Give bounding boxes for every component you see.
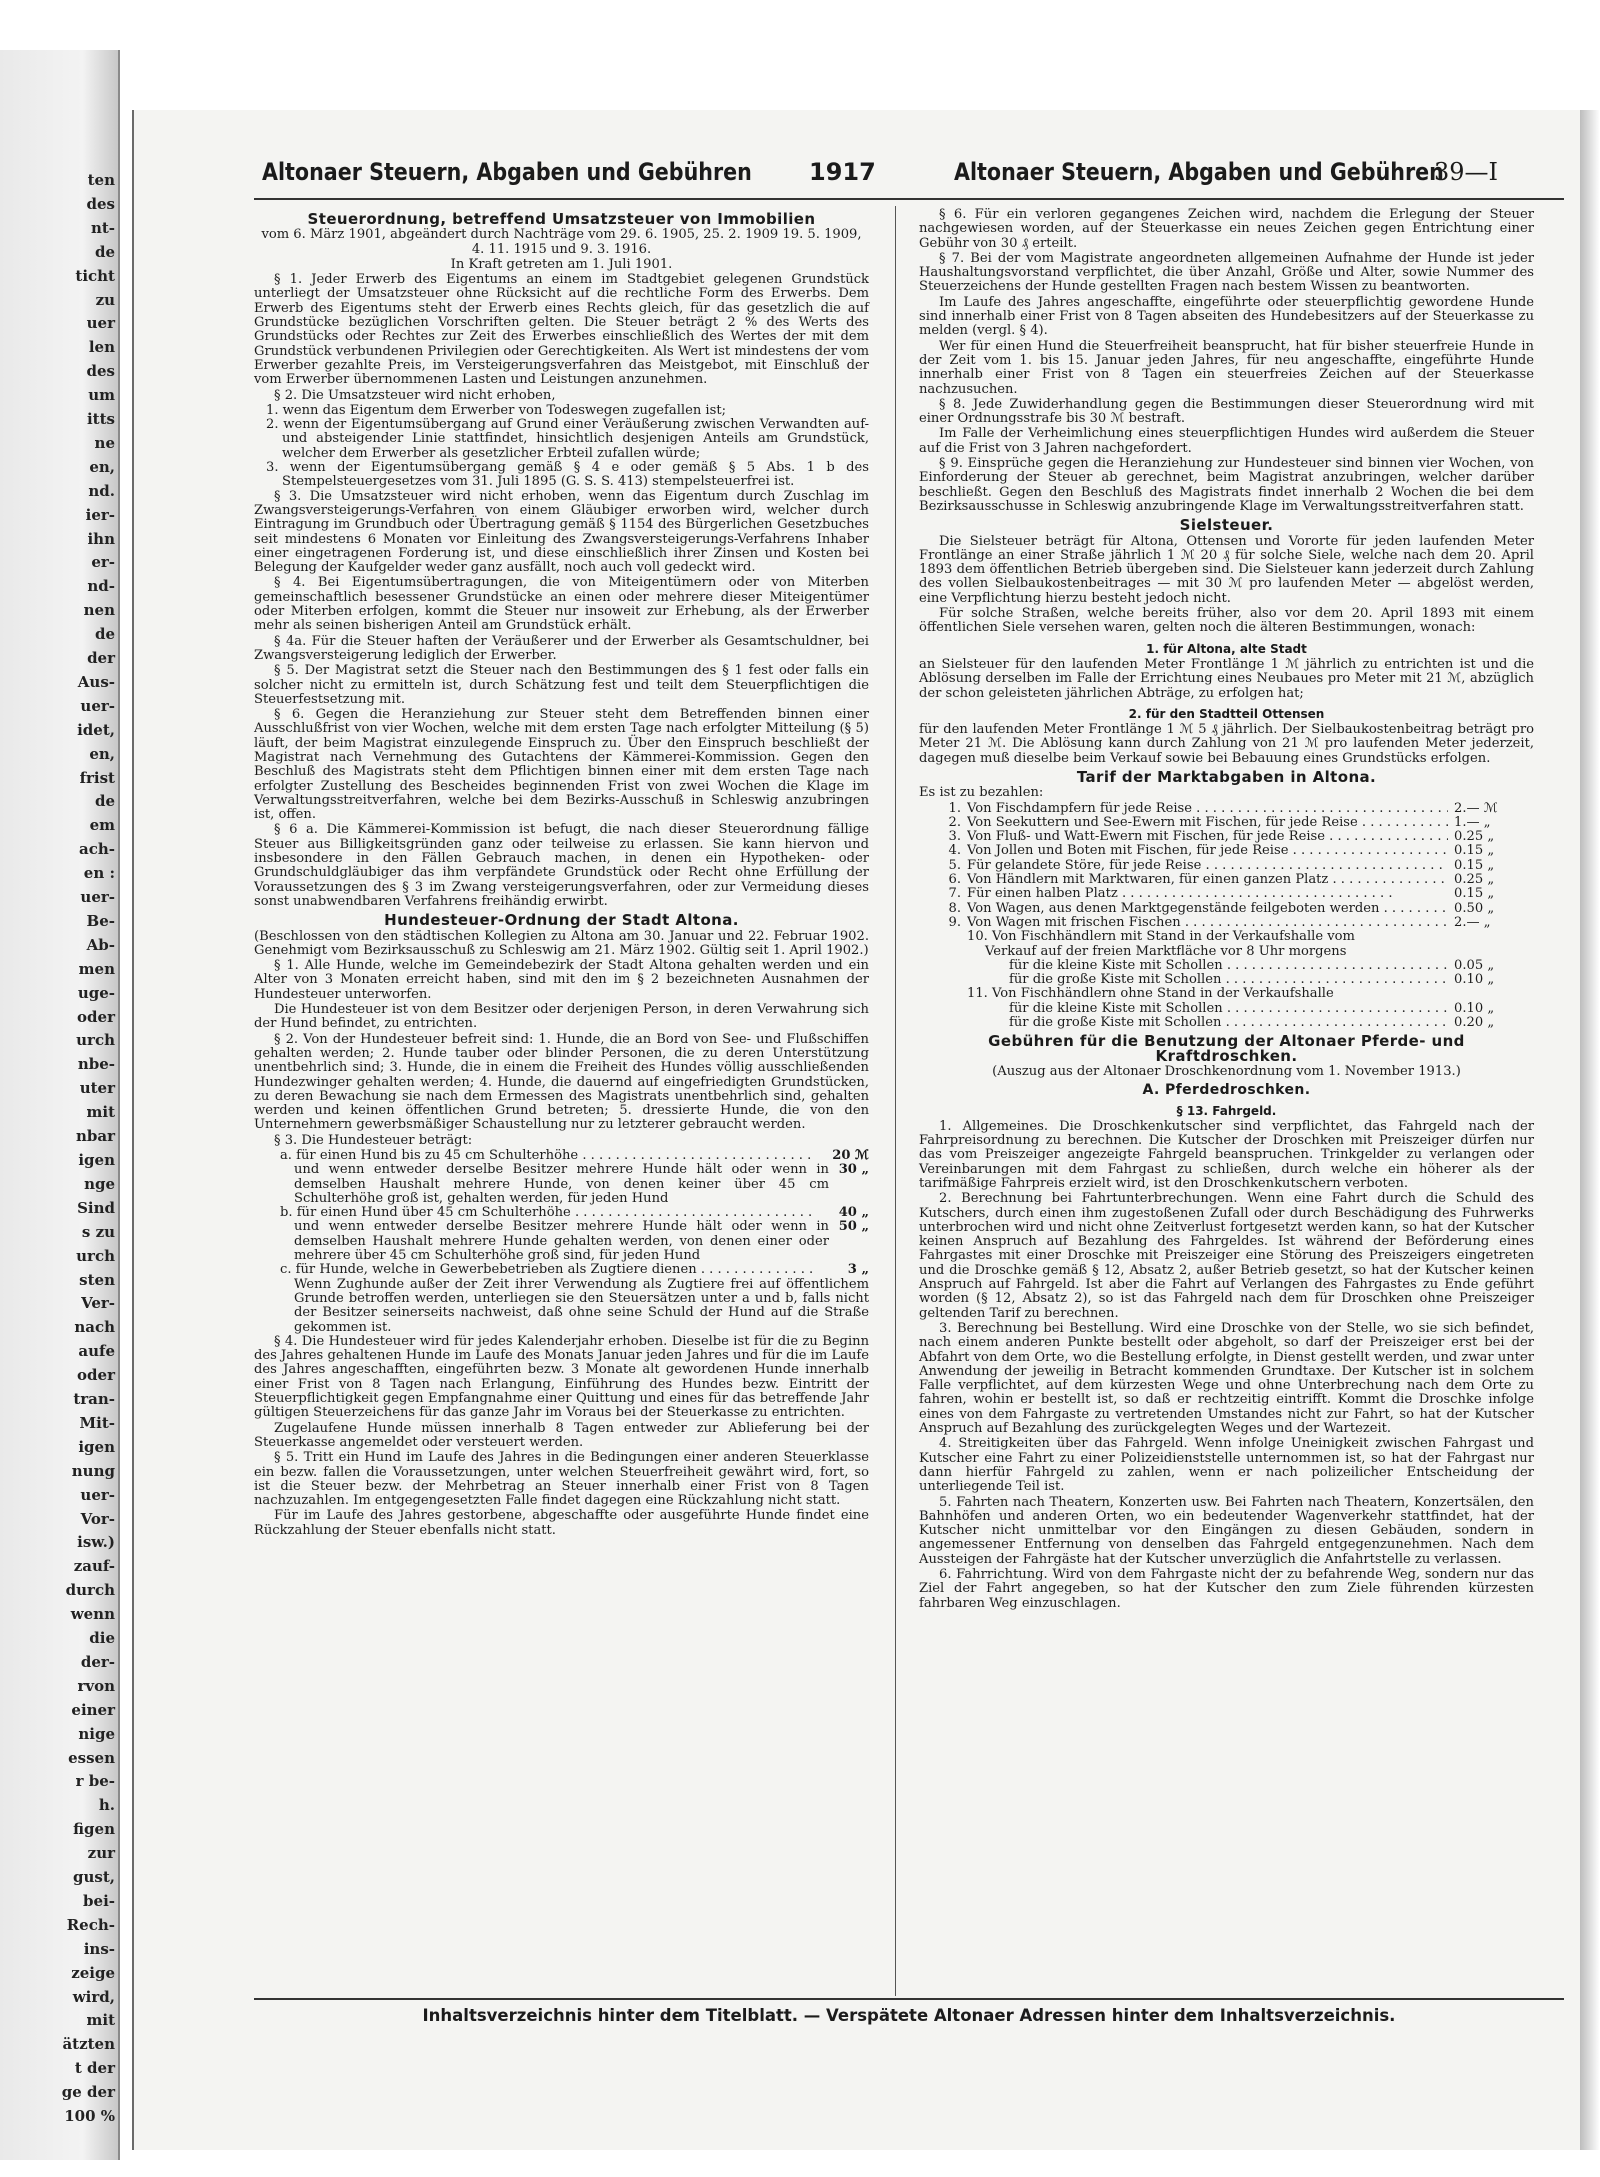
tariff-price: 0.20 „ <box>1454 1015 1495 1031</box>
adjacent-page-fragment: oder <box>77 1007 115 1026</box>
section-intro: (Auszug aus der Altonaer Droschkenordnung vom 1. November 1913.) <box>992 1063 1461 1079</box>
adjacent-page-fragment: rvon <box>77 1676 115 1695</box>
tariff-item <box>919 887 1534 901</box>
adjacent-page-fragment: Ver- <box>81 1294 115 1313</box>
footer-note: Inhaltsverzeichnis hinter dem Titelblatt. — Verspätete Altonaer Adressen hinter dem Inhaltsverzeichnis. <box>422 2006 1396 2025</box>
rate-amount: 30 „ <box>838 1162 869 1178</box>
adjacent-page-fragment: frist <box>79 768 115 787</box>
paragraph: § 6. Für ein verloren gegangenes Zeichen wird, nachdem die Erlegung der Steuer nachgewiesen worden, auf der Steuerkasse ein neues Zeichen gegen Entrichtung einer Gebühr von 30 ₰ erteilt. <box>919 207 1534 251</box>
header-rule <box>254 198 1564 200</box>
paragraph: § 4. Die Hundesteuer wird für jedes Kalenderjahr erhoben. Dieselbe ist für die zu Beginn des Jahres gehaltenen Hunde im Laufe des Monats Januar jeden Jahres und für die im Laufe des Jahres angeschafften, eingeführten bezw. 3 Monate alt gewordenen Hunde innerhalb einer Frist von 8 Tagen nach Erlangung, Einführung des Hundes bezw. Eintritt der Steuerpflichtigkeit gegen Empfangnahme einer Quittung und eines für das betreffende Jahr gültigen Steuerzeichens für das ganze Jahr im Voraus bei der Steuerkasse zu entrichten. <box>254 1333 869 1421</box>
rate-amount: 20 ℳ <box>832 1148 869 1163</box>
tariff-price: 2.— ℳ <box>1454 800 1498 816</box>
rate-note: Wenn Zughunde außer der Zeit ihrer Verwendung als Zugtiere frei auf öffentlichem Grunde betroffen werden, unterliegen sie den Steuersätzen unter a und b, falls nicht der Besitzer seinerseits nachweist, daß ohne seine Schuld der Hund auf die Straße gekommen ist. <box>294 1276 869 1335</box>
tariff-list <box>919 802 1534 931</box>
adjacent-page-fragment: Vor- <box>80 1509 115 1528</box>
adjacent-page-fragment: aufe <box>78 1342 115 1361</box>
tariff-intro: Es ist zu bezahlen: <box>919 785 1044 801</box>
adjacent-page-fragment: ihn <box>87 529 115 548</box>
tariff-label: Von Wagen, aus denen Marktgegenstände feilgeboten werden . . . <box>967 902 1448 916</box>
rate-row <box>280 1206 869 1220</box>
tariff-sub-item <box>919 1016 1534 1030</box>
adjacent-page-fragment: de <box>94 625 115 644</box>
rate-row <box>280 1163 869 1206</box>
subsection-title: 2. für den Stadtteil Ottensen <box>1128 706 1325 721</box>
adjacent-page-fragment: nbar <box>75 1127 115 1146</box>
tariff-number: 1. <box>948 800 961 816</box>
adjacent-page-fragment: uer- <box>80 888 115 907</box>
adjacent-page-fragment: der <box>87 649 115 668</box>
tariff-price: 2.— „ <box>1454 914 1491 930</box>
adjacent-page-fragment: zeige <box>71 1963 115 1982</box>
adjacent-page-fragment: nung <box>71 1461 115 1480</box>
list-item: 1. wenn das Eigentum dem Erwerber von Todeswegen zugefallen ist; <box>266 402 727 418</box>
tariff-number: 9. <box>948 914 961 930</box>
adjacent-page-fragment: ins- <box>83 1939 115 1958</box>
adjacent-page-fragment: urch <box>76 1246 115 1265</box>
adjacent-page-fragment: Rech- <box>66 1915 115 1934</box>
paragraph: Die Hundesteuer ist von dem Besitzer oder derjenigen Person, in deren Verwahrung sich der Hund befindet, zu entrichten. <box>254 1002 869 1032</box>
section-title-marktabgaben: Tarif der Marktabgaben in Altona. <box>1076 767 1377 786</box>
tariff-price: 0.15 „ <box>1454 843 1495 859</box>
tariff-label: für die kleine Kiste mit Schollen . . . <box>1009 959 1448 973</box>
adjacent-page-fragment: essen <box>68 1748 115 1767</box>
tariff-item: Verkauf auf der freien Marktfläche vor 8 Uhr morgens <box>985 943 1347 959</box>
adjacent-page-fragment: durch <box>65 1581 115 1600</box>
tariff-sub-item <box>919 959 1534 973</box>
subsection-title: 1. für Altona, alte Stadt <box>1146 641 1307 656</box>
adjacent-page-fragment: wird, <box>72 1987 115 2006</box>
adjacent-page-fragment: gust, <box>73 1868 115 1887</box>
section-intro: (Beschlossen von den städtischen Kollegien zu Altona am 30. Januar und 22. Februar 1902. Genehmigt vom Bezirksausschuß zu Schleswig am 21. März 1902. Gültig seit 1. April 1902.) <box>254 928 869 958</box>
tariff-item <box>919 873 1534 887</box>
section-intro: In Kraft getreten am 1. Juli 1901. <box>450 256 673 272</box>
tariff-label: Von Seekuttern und See-Ewern mit Fischen, für jede Reise . . . <box>967 816 1448 830</box>
tariff-label: Von Fluß- und Watt-Ewern mit Fischen, für jede Reise . . . <box>967 830 1448 844</box>
document-page <box>132 110 1582 2150</box>
adjacent-page-fragment: mit <box>86 2011 115 2030</box>
adjacent-page-fragment: einer <box>71 1700 115 1719</box>
tariff-number: 8. <box>948 900 961 916</box>
adjacent-page-fragment: r be- <box>75 1772 115 1791</box>
adjacent-page-fragment: igen <box>78 1151 115 1169</box>
tariff-price: 0.50 „ <box>1454 900 1495 916</box>
adjacent-page-strip <box>0 50 120 2160</box>
adjacent-page-fragment: men <box>78 959 115 978</box>
adjacent-page-fragment: em <box>89 816 115 835</box>
tariff-item <box>919 916 1534 930</box>
adjacent-page-fragment: des <box>86 194 115 213</box>
paragraph: § 8. Jede Zuwiderhandlung gegen die Bestimmungen dieser Steuerordnung wird mit einer Ordnungsstrafe bis 30 ℳ bestraft. <box>919 396 1534 427</box>
adjacent-page-fragment: zu <box>95 290 115 309</box>
paragraph: § 9. Einsprüche gegen die Heranziehung zur Hundesteuer sind binnen vier Wochen, von Einforderung der Steuer ab gerechnet, beim Magistrat anzubringen, welcher darüber beschließt. Gegen den Beschluß des Magistrats findet innerhalb 2 Wochen die bei dem Bezirksausschusse in Schleswig anzubringende Klage im Verwaltungsstreitverfahren statt. <box>919 456 1534 514</box>
tariff-label: Von Jollen und Boten mit Fischen, für jede Reise . . . <box>967 844 1448 858</box>
adjacent-page-fragment: s zu <box>81 1222 115 1241</box>
tariff-label: Von Fischdampfern für jede Reise . . . <box>967 802 1448 816</box>
adjacent-page-fragment: sten <box>79 1270 115 1289</box>
tariff-label: Von Händlern mit Marktwaren, für einen ganzen Platz . . . <box>967 873 1448 887</box>
rate-label: a. für einen Hund bis zu 45 cm Schulterhöhe . . . <box>280 1149 813 1163</box>
adjacent-page-fragment: ge der <box>61 2083 115 2102</box>
adjacent-page-fragment: zur <box>87 1844 115 1863</box>
adjacent-page-fragment: ier- <box>85 505 115 524</box>
paragraph: 4. Streitigkeiten über das Fahrgeld. Wenn infolge Uneinigkeit zwischen Fahrgast und Kutscher eine Fahrt zu einer Polizeidienststelle unternommen ist, so hat der Fahrgast nur dann hierfür Fahrgeld zu zahlen, wenn er nach polizeilicher Entscheidung der unterliegende Teil ist. <box>919 1436 1534 1495</box>
list-item: 3. wenn der Eigentumsübergang gemäß § 4 e oder gemäß § 5 Abs. 1 b des Stempelsteuergesetzes vom 31. Juli 1895 (G. S. S. 413) stempelsteuerfrei ist. <box>266 460 869 490</box>
tariff-number: 2. <box>948 814 961 830</box>
adjacent-page-fragment: er- <box>91 553 115 572</box>
adjacent-page-fragment: Sind <box>77 1198 115 1217</box>
section-title-sielsteuer: Sielsteuer. <box>1179 516 1274 535</box>
rate-label: c. für Hunde, welche in Gewerbebetrieben als Zugtiere dienen . . . <box>280 1263 813 1277</box>
paragraph: Die Sielsteuer beträgt für Altona, Ottensen und Vororte für jeden laufenden Meter Frontlänge an einer Straße jährlich 1 ℳ 20 ₰ für solche Siele, welche nach dem 20. April 1893 dem öffentlichen Betrieb übergeben sind. Die Sielsteuer kann jederzeit durch Zahlung des vollen Sielbaukostenbeitrages — mit 30 ℳ pro laufenden Meter — abgelöst werden, eine Verpflichtung hierzu besteht jedoch nicht. <box>919 533 1534 606</box>
paragraph: § 7. Bei der vom Magistrate angeordneten allgemeinen Aufnahme der Hunde ist jeder Haushaltungsvorstand verpflichtet, die über Anzahl, Größe und Alter, sowie Nummer des Steuerzeichens der Hunde gestellten Fragen nach bestem Wissen zu beantworten. <box>919 250 1534 295</box>
paragraph: § 5. Tritt ein Hund im Laufe des Jahres in die Bedingungen einer anderen Steuerklasse ein bezw. fallen die Voraussetzungen, unter welchen Steuerfreiheit gewährt wird, fort, so ist die Steuer bezw. der Mehrbetrag an Steuer innerhalb einer Frist von 8 Tagen nachzuzahlen. Im entgegengesetzten Falle findet dagegen eine Rückzahlung nicht statt. <box>254 1450 869 1509</box>
adjacent-page-fragment: de <box>94 242 115 261</box>
adjacent-page-fragment: oder <box>77 1366 115 1385</box>
paragraph: § 1. Jeder Erwerb des Eigentums an einem im Stadtgebiet gelegenen Grundstück unterliegt der Umsatzsteuer ohne Rücksicht auf die rechtliche Form des Erwerbs. Dem Erwerb des Eigentums steht der Erwerb eines Rechts gleich, für das gesetzlich die auf Grundstücke bezüglichen Vorschriften gelten. Die Steuer beträgt 2 % des Werts des Grundstücks oder Rechtes zur Zeit des Erwerbes einschließlich des Wertes der mit dem Grundstück verbundenen Privilegien oder Gerechtigkeiten. Als Wert ist mindestens der vom Erwerber gezahlte Preis, im Versteigerungsverfahren das Meistgebot, mit Einschluß der vom Erwerber übernommenen Lasten und Leistungen anzunehmen. <box>254 272 869 388</box>
section-title-droschken: Gebühren für die Benutzung der Altonaer Pferde- und Kraftdroschken. <box>988 1032 1465 1065</box>
adjacent-page-fragment: nt- <box>90 218 115 237</box>
tariff-sub-item <box>919 1002 1534 1016</box>
adjacent-page-fragment: ten <box>87 171 115 189</box>
running-head-left: Altonaer Steuern, Abgaben und Gebühren <box>262 158 752 186</box>
adjacent-page-fragment: bei- <box>83 1891 115 1910</box>
adjacent-page-fragment: Mit- <box>79 1413 115 1432</box>
paragraph: § 5. Der Magistrat setzt die Steuer nach den Bestimmungen des § 1 fest oder falls ein solcher nicht zu ermitteln ist, durch Schätzung fest und teilt dem Steuerpflichtigen die Steuerfestsetzung mit. <box>254 663 869 707</box>
paragraph: Im Laufe des Jahres angeschaffte, eingeführte oder steuerpflichtig gewordene Hunde sind innerhalb einer Frist von 8 Tagen abseiten des Hundebesitzers auf der Steuerkasse zu melden (vergl. § 4). <box>919 294 1534 339</box>
adjacent-page-fragment: de <box>94 792 115 811</box>
section-title-umsatzsteuer: Steuerordnung, betreffend Umsatzsteuer von Immobilien <box>307 210 816 228</box>
adjacent-page-fragment: figen <box>73 1820 115 1839</box>
rate-amount: 40 „ <box>838 1205 869 1221</box>
paragraph: Wer für einen Hund die Steuerfreiheit beansprucht, hat für bisher steuerfreie Hunde in der Zeit vom 1. bis 15. Januar jeden Jahres, für neu angeschaffte, eingeführte Hunde innerhalb einer Frist von 8 Tagen ein steuerfreies Zeichen auf der Steuerkasse nachzusuchen. <box>919 338 1534 397</box>
adjacent-page-fragment: um <box>88 386 115 405</box>
paragraph: 1. Allgemeines. Die Droschkenkutscher sind verpflichtet, das Fahrgeld nach der Fahrpreisordnung zu berechnen. Die Kutscher der Droschken mit Preiszeiger dürfen nur das vom Preiszeiger angezeigte Fahrgeld beanspruchen. Trinkgelder zu verlangen oder Vereinbarungen mit dem Fahrgast zu schließen, durch welche ein höherer als der tarifmäßige Fahrpreis erzielt wird, ist den Droschkenkutschern verboten. <box>919 1118 1534 1191</box>
dog-tax-rates <box>254 1149 869 1335</box>
adjacent-page-fragment: isw.) <box>77 1533 115 1552</box>
paragraph: Im Falle der Verheimlichung eines steuerpflichtigen Hundes wird außerdem die Steuer auf die Frist von 3 Jahren nachgefordert. <box>919 426 1534 456</box>
adjacent-page-fragment: uter <box>79 1079 115 1098</box>
adjacent-page-fragment: ticht <box>75 266 115 285</box>
rate-amount: 50 „ <box>838 1219 869 1235</box>
tariff-price: 0.10 „ <box>1454 1000 1495 1016</box>
tariff-label: für die große Kiste mit Schollen . . . <box>1009 973 1448 987</box>
adjacent-page-fragment: en, <box>89 744 115 763</box>
tariff-item <box>919 844 1534 858</box>
paragraph: 2. Berechnung bei Fahrtunterbrechungen. Wenn eine Fahrt durch die Schuld des Kutschers, durch einen ihm zugestoßenen Zufall oder durch Beschädigung des Fuhrwerks unterbrochen wird und nicht ohne Zeitverlust fortgesetzt werden kann, so hat der Kutscher keinen Anspruch auf Bezahlung des Fahrgeldes. Ist während der Beförderung eines Fahrgastes mit einer Droschke mit Preiszeiger eine Störung des Preiszeigers eingetreten und die Droschke gemäß § 12, Absatz 2, außer Betrieb gesetzt, so hat der Kutscher keinen Anspruch auf Fahrgeld. Ist aber die Fahrt auf Verlangen des Fahrgastes zu Ende geführt worden (§ 12, Absatz 2), so ist das Fahrgeld nach dem für Droschken ohne Preiszeiger geltenden Tarif zu berechnen. <box>919 1191 1534 1321</box>
column-separator <box>895 206 896 1996</box>
adjacent-page-fragment: idet, <box>77 720 115 739</box>
tariff-number: 7. <box>948 886 961 902</box>
adjacent-page-fragment: igen <box>78 1437 115 1456</box>
tariff-price: 0.25 „ <box>1454 829 1495 845</box>
adjacent-page-fragment: Be- <box>86 911 115 930</box>
adjacent-page-fragment: en : <box>83 864 115 883</box>
adjacent-page-fragment: t der <box>74 2059 115 2078</box>
adjacent-page-fragment: len <box>88 338 115 357</box>
page-number: 39—I <box>1434 158 1499 186</box>
adjacent-page-fragment: nge <box>84 1174 115 1193</box>
adjacent-page-fragment: ach- <box>79 840 115 859</box>
adjacent-page-fragment: der- <box>80 1652 115 1671</box>
section-intro: vom 6. März 1901, abgeändert durch Nachträge vom 29. 6. 1905, 25. 2. 1909 19. 5. 1909, 4. 11. 1915 und 9. 3. 1916. <box>261 227 862 257</box>
tariff-number: 4. <box>948 843 961 859</box>
rate-amount: 3 „ <box>847 1262 869 1278</box>
left-column <box>254 208 869 1539</box>
tariff-label: für die kleine Kiste mit Schollen . . . <box>1009 1002 1448 1016</box>
tariff-item: 10. Von Fischhändlern mit Stand in der Verkaufshalle vom <box>967 929 1355 945</box>
adjacent-page-fragment: nen <box>83 601 115 620</box>
paragraph: § 3. Die Umsatzsteuer wird nicht erhoben, wenn das Eigentum durch Zuschlag im Zwangsversteigerungs-Verfahren von einem Gläubiger erworben wird, welcher durch Eintragung im Grundbuch oder Übertragung gemäß § 1154 des Bürgerlichen Gesetzbuches seit mindestens 6 Monaten vor Einleitung des Zwangsversteigerungs-Verfahrens Inhaber einer eingetragenen Forderung ist, und diese einschließlich ihrer Zinsen und Kosten bei Belegung der Kaufgelder weder ganz ausfällt, noch auch voll gedeckt wird. <box>254 488 869 576</box>
adjacent-page-fragment: nige <box>78 1724 115 1743</box>
footer-rule <box>254 1998 1564 2000</box>
tariff-label: für die große Kiste mit Schollen . . . <box>1009 1016 1448 1030</box>
adjacent-page-fragment: nbe- <box>77 1055 115 1074</box>
adjacent-page-fragment: uer <box>86 314 115 333</box>
rate-label: und wenn entweder derselbe Besitzer mehrere Hunde hält oder wenn in demselben Haushalt mehrere Hunde, von denen keiner über 45 cm Schulterhöhe groß ist, gehalten werden, für jeden Hund <box>294 1162 829 1206</box>
paragraph: 5. Fahrten nach Theatern, Konzerten usw. Bei Fahrten nach Theatern, Konzertsälen, den Bahnhöfen und anderen Orten, wo ein bedeutender Wagenverkehr stattfindet, hat der Kutscher nicht unmittelbar vor den Eingängen zu diesen Gebäuden, sondern in angemessener Entfernung von denselben das Fahrgeld entgegenzunehmen. Nach dem Aussteigen der Fahrgäste hat der Kutscher unverzüglich die Anfahrtstelle zu verlassen. <box>919 1494 1534 1567</box>
paragraph: 6. Fahrrichtung. Wird von dem Fahrgaste nicht der zu befahrende Weg, sondern nur das Ziel der Fahrt angegeben, so hat der Kutscher den zum Ziele führenden kürzesten fahrbaren Weg einzuschlagen. <box>919 1567 1534 1611</box>
tariff-label: Für einen halben Platz . . . <box>967 887 1448 901</box>
rate-row <box>280 1263 869 1277</box>
paragraph: Für solche Straßen, welche bereits früher, also vor dem 20. April 1893 mit einem öffentlichen Siele versehen waren, gelten noch die älteren Bestimmungen, wonach: <box>919 606 1534 636</box>
adjacent-page-fragment: Ab- <box>86 935 115 954</box>
paragraph: § 3. Die Hundesteuer beträgt: <box>274 1132 473 1148</box>
adjacent-page-fragment: ätzten <box>62 2035 115 2054</box>
adjacent-page-fragment: des <box>86 362 115 381</box>
paragraph: § 2. Von der Hundesteuer befreit sind: 1. Hunde, die an Bord von See- und Flußschiffen gehalten werden; 2. Hunde tauber oder blinder Personen, die zu deren Unterstützung unentbehrlich sind; 3. Hunde, die in einem die Freiheit des Hundes völlig ausschließenden Hundezwinger gehalten werden; 4. Hunde, die dauernd auf eingefriedigten Grundstücken, zu deren Bewachung sie nach dem Ermessen des Magistrats unentbehrlich sind, gehalten werden und keinen öffentlichen Grund betreten; 5. dressierte Hunde, die von den Unternehmern gewerbsmäßiger Schaustellung nur zu letzterer gebraucht werden. <box>254 1031 869 1133</box>
tariff-price: 0.15 „ <box>1454 857 1495 873</box>
tariff-number: 5. <box>948 857 961 873</box>
list-item: 2. wenn der Eigentumsübergang auf Grund einer Veräußerung zwischen Verwandten auf- und absteigender Linie stattfindet, hinsichtlich desjenigen Anteils am Grundstück, welcher dem Erwerber als gesetzlicher Erbteil zufallen würde; <box>266 417 869 461</box>
adjacent-page-fragment: 100 % <box>64 2107 115 2126</box>
adjacent-page-fragment: tran- <box>73 1390 115 1409</box>
rate-row <box>280 1220 869 1263</box>
adjacent-page-fragment: wenn <box>70 1605 115 1624</box>
adjacent-page-fragment: die <box>89 1629 115 1648</box>
tariff-price: 0.15 „ <box>1454 886 1495 902</box>
running-head-right: Altonaer Steuern, Abgaben und Gebühren <box>954 158 1444 186</box>
right-column <box>919 208 1534 1612</box>
running-head <box>254 158 1564 188</box>
tariff-number: 3. <box>948 829 961 845</box>
adjacent-page-fragment: nach <box>74 1318 115 1337</box>
adjacent-page-fragment: nd. <box>88 481 115 500</box>
adjacent-page-fragment: en, <box>89 457 115 476</box>
adjacent-page-fragment: zauf- <box>73 1557 115 1576</box>
adjacent-page-fragment: uer- <box>80 696 115 715</box>
tariff-price: 1.— „ <box>1454 814 1491 830</box>
subsection-title: A. Pferdedroschken. <box>1142 1082 1311 1099</box>
tariff-number: 6. <box>948 872 961 888</box>
adjacent-page-fragment: urch <box>76 1031 115 1050</box>
exemption-list <box>254 404 869 490</box>
paragraph: § 6. Gegen die Heranziehung zur Steuer steht dem Betreffenden binnen einer Ausschlußfrist von vier Wochen, welche mit dem ersten Tage nach erfolgter Mitteilung (§ 5) läuft, der beim Magistrat einzulegende Einspruch zu. Über den Einspruch beschließt der Magistrat nach Vernehmung des Gutachtens der Kämmerei-Kommission. Gegen den Beschluß des Magistrats steht dem Pflichtigen binnen einer mit dem ersten Tage nach erfolgter Zustellung des Bescheides beginnenden Frist von zwei Wochen die Klage im Verwaltungsstreitverfahren, welche bei dem Bezirks-Ausschuß in Schleswig anzubringen ist, offen. <box>254 707 869 823</box>
paragraph: § 2. Die Umsatzsteuer wird nicht erhoben, <box>274 387 556 403</box>
paragraph: § 6 a. Die Kämmerei-Kommission ist befugt, die nach dieser Steuerordnung fällige Steuer aus Billigkeitsgründen ganz oder teilweise zu erlassen. Sie kann hiervon und insbesondere in den Fällen Gebrauch machen, in denen ein Hypotheken- oder Grundschuldgläubiger das ihm verpfändete Grundstück oder Recht ohne Erfüllung der Voraussetzungen des § 3 im Zwang versteigerungsverfahren, oder zur Vermeidung dieses sonst unabwendbaren Verfahrens freihändig erwirbt. <box>254 822 869 909</box>
paragraph: § 1. Alle Hunde, welche im Gemeindebezirk der Stadt Altona gehalten werden und ein Alter von 3 Monaten erreicht haben, sind mit den im § 2 bezeichneten Ausnahmen der Hundesteuer unterworfen. <box>254 958 869 1002</box>
tariff-item <box>919 859 1534 873</box>
adjacent-page-fragment: nd- <box>87 577 115 596</box>
paragraph-heading: § 13. Fahrgeld. <box>1176 1103 1277 1118</box>
tariff-sub-list <box>919 959 1534 988</box>
tariff-price: 0.05 „ <box>1454 957 1495 973</box>
section-title-hundesteuer: Hundesteuer-Ordnung der Stadt Altona. <box>384 911 739 930</box>
paragraph: für den laufenden Meter Frontlänge 1 ℳ 5 ₰ jährlich. Der Sielbaukostenbeitrag beträgt pro Meter 21 ℳ. Die Ablösung kann durch Zahlung von 21 ℳ pro laufenden Meter jederzeit, dagegen muß dieselbe beim Verkauf sowie bei Bebauung eines Grundstücks erfolgen. <box>919 722 1534 766</box>
paragraph: Für im Laufe des Jahres gestorbene, abgeschaffte oder ausgeführte Hunde findet eine Rückzahlung der Steuer ebenfalls nicht statt. <box>254 1508 869 1538</box>
adjacent-page-fragment: h. <box>98 1796 115 1815</box>
rate-row <box>280 1149 869 1163</box>
running-head-year: 1917 <box>809 158 876 186</box>
adjacent-page-fragment: uer- <box>80 1485 115 1504</box>
tariff-label: Von Wagen mit frischen Fischen . . . <box>967 916 1448 930</box>
adjacent-page-fragment: uge- <box>77 983 115 1002</box>
tariff-item <box>919 830 1534 844</box>
tariff-price: 0.25 „ <box>1454 872 1495 888</box>
tariff-label: Für gelandete Störe, für jede Reise . . . <box>967 859 1448 873</box>
adjacent-page-fragment: itts <box>86 410 115 429</box>
tariff-item <box>919 902 1534 916</box>
paragraph: Zugelaufene Hunde müssen innerhalb 8 Tagen entweder zur Ablieferung bei der Steuerkasse angemeldet oder versteuert werden. <box>254 1420 869 1450</box>
scan-edge <box>1580 110 1600 2150</box>
tariff-sub-list <box>919 1002 1534 1031</box>
adjacent-page-fragment: mit <box>86 1103 115 1122</box>
adjacent-page-fragment: ne <box>94 433 115 452</box>
tariff-item: 11. Von Fischhändlern ohne Stand in der Verkaufshalle <box>967 986 1334 1002</box>
adjacent-page-fragment: Aus- <box>77 672 115 691</box>
rate-label: und wenn entweder derselbe Besitzer mehrere Hunde hält oder wenn in demselben Haushalt mehrere Hunde gehalten werden, von denen einer oder mehrere über 45 cm Schulterhöhe groß sind, für jeden Hund <box>294 1219 829 1264</box>
paragraph: § 4. Bei Eigentumsübertragungen, die von Miteigentümern oder von Miterben gemeinschaftlich besessener Grundstücke an einen oder mehrere dieser Miteigentümer oder Miterben erfolgen, kommt die Steuer nur insoweit zur Erhebung, als der Erwerber mehr als seinen bisherigen Anteil am Grundstück erhält. <box>254 575 869 634</box>
tariff-price: 0.10 „ <box>1454 972 1495 988</box>
tariff-sub-item <box>919 973 1534 987</box>
paragraph: § 4a. Für die Steuer haften der Veräußerer und der Erwerber als Gesamtschuldner, bei Zwangsversteigerung lediglich der Erwerber. <box>254 633 869 663</box>
tariff-item <box>919 816 1534 830</box>
paragraph: an Sielsteuer für den laufenden Meter Frontlänge 1 ℳ jährlich zu entrichten ist und die Ablösung derselben im Falle der Errichtung eines Neubaues pro Meter mit 21 ℳ, abzüglich der schon geleisteten jährlichen Abträge, zu erfolgen hat; <box>919 656 1534 701</box>
paragraph: 3. Berechnung bei Bestellung. Wird eine Droschke von der Stelle, wo sie sich befindet, nach einem anderen Punkte bestellt oder abgeholt, so darf der Preiszeiger erst bei der Abfahrt von dem Orte, wo die Bestellung erfolgte, in Dienst gestellt werden, und zwar unter Anwendung der jeweilig in Betracht kommenden Grundtaxe. Der Kutscher ist in solchem Falle verpflichtet, auf dem kürzesten Wege und ohne Unterbrechung nach dem Orte zu fahren, wohin er bestellt ist, so daß er rechtzeitig eintrifft. Kommt die Droschke infolge eines von dem Fahrgaste zu vertretenden Umstandes nicht zur Fahrt, so hat der Kutscher Anspruch auf Bezahlung des zurückgelegten Weges und der Wartezeit. <box>919 1320 1534 1437</box>
rate-label: b. für einen Hund über 45 cm Schulterhöhe . . . <box>280 1206 813 1220</box>
tariff-item <box>919 802 1534 816</box>
